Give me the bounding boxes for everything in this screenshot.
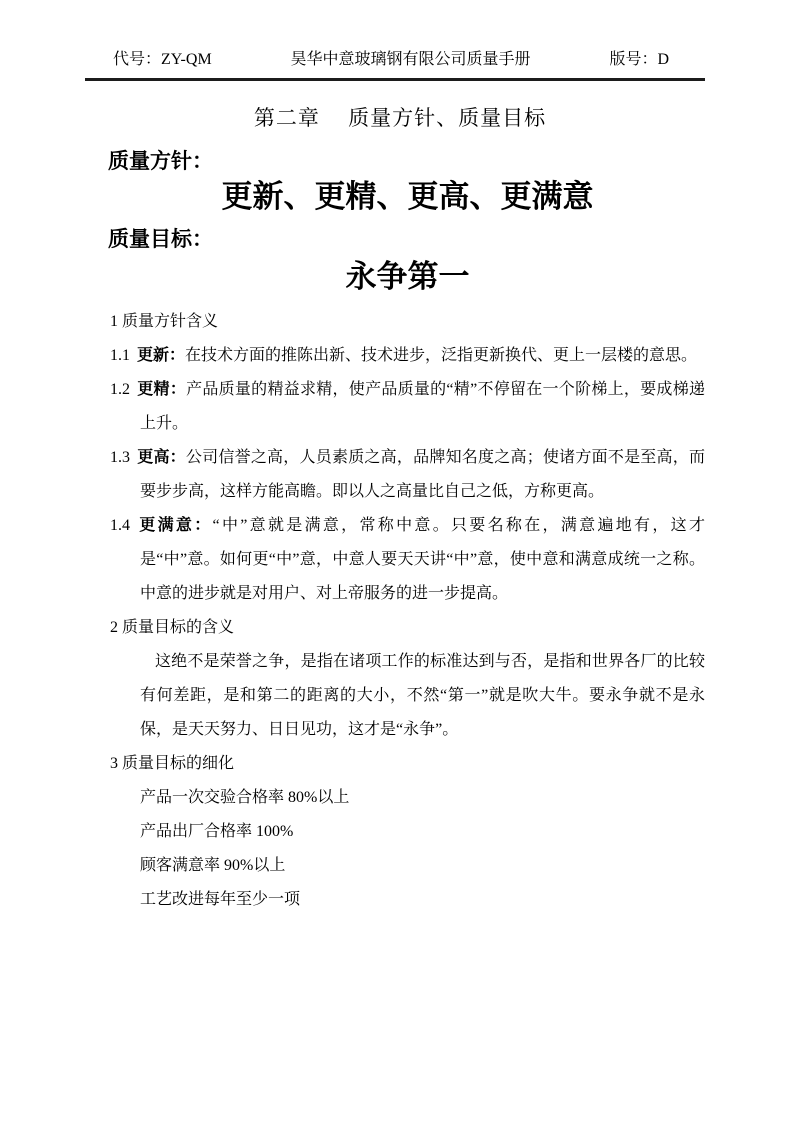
item-term: 更高： [137,449,186,466]
item-text: “中”意就是满意，常称中意。只要名称在，满意遍地有，这才是“中”意。如何更“中”意，中意人要天天讲“中”意，使中意和满意成统一之称。中意的进步就是对用户、对上帝服务的进一步提高。 [140,517,705,602]
doc-code: 代号：ZY-QM [113,51,212,68]
doc-title: 昊华中意玻璃钢有限公司质量手册 [290,51,531,68]
policy-label: 质量方针： [108,150,213,173]
target-item-1: 产品一次交验合格率 80%以上 [140,789,350,806]
policy-slogan: 更新、更精、更高、更满意 [221,179,594,214]
goal-label: 质量目标： [108,228,213,251]
target-item-3: 顾客满意率 90%以上 [140,857,286,874]
item-number: 1.4 [110,517,130,534]
item-number: 1.2 [110,381,130,398]
policy-item-1 [110,339,705,373]
section-3-heading: 3 质量目标的细化 [110,755,235,772]
item-number: 1.1 [110,347,130,364]
item-term: 更精： [137,381,187,398]
doc-version: 版号：D [609,51,669,68]
item-text: 在技术方面的推陈出新、技术进步，泛指更新换代、更上一层楼的意思。 [185,347,698,364]
item-text: 公司信誉之高，人员素质之高，品牌知名度之高；使诸方面不是至高，而要步步高，这样方能高瞻。即以人之高量比自己之低，方称更高。 [140,449,705,500]
target-item-4: 工艺改进每年至少一项 [140,891,301,908]
goal-meaning-paragraph: 这绝不是荣誉之争，是指在诸项工作的标准达到与否，是指和世界各厂的比较有何差距，是和第二的距离的大小，不然“第一”就是吹大牛。要永争就不是永保，是天天努力、日日见功，这才是“永争”。 [140,653,705,738]
goal-slogan: 永争第一 [345,259,470,294]
item-term: 更新： [137,347,186,364]
policy-item-2 [110,373,705,441]
item-text: 产品质量的精益求精，使产品质量的“精”不停留在一个阶梯上，要成梯递上升。 [140,381,705,432]
item-term: 更满意： [137,517,213,534]
item-number: 1.3 [110,449,130,466]
page-header [85,46,705,81]
section-1-heading: 1 质量方针含义 [110,313,219,330]
section-2-heading: 2 质量目标的含义 [110,619,235,636]
policy-item-4 [110,509,705,611]
document-body [110,305,705,917]
target-item-2: 产品出厂合格率 100% [140,823,294,840]
policy-item-3 [110,441,705,509]
chapter-title: 第二章 质量方针、质量目标 [253,106,547,130]
